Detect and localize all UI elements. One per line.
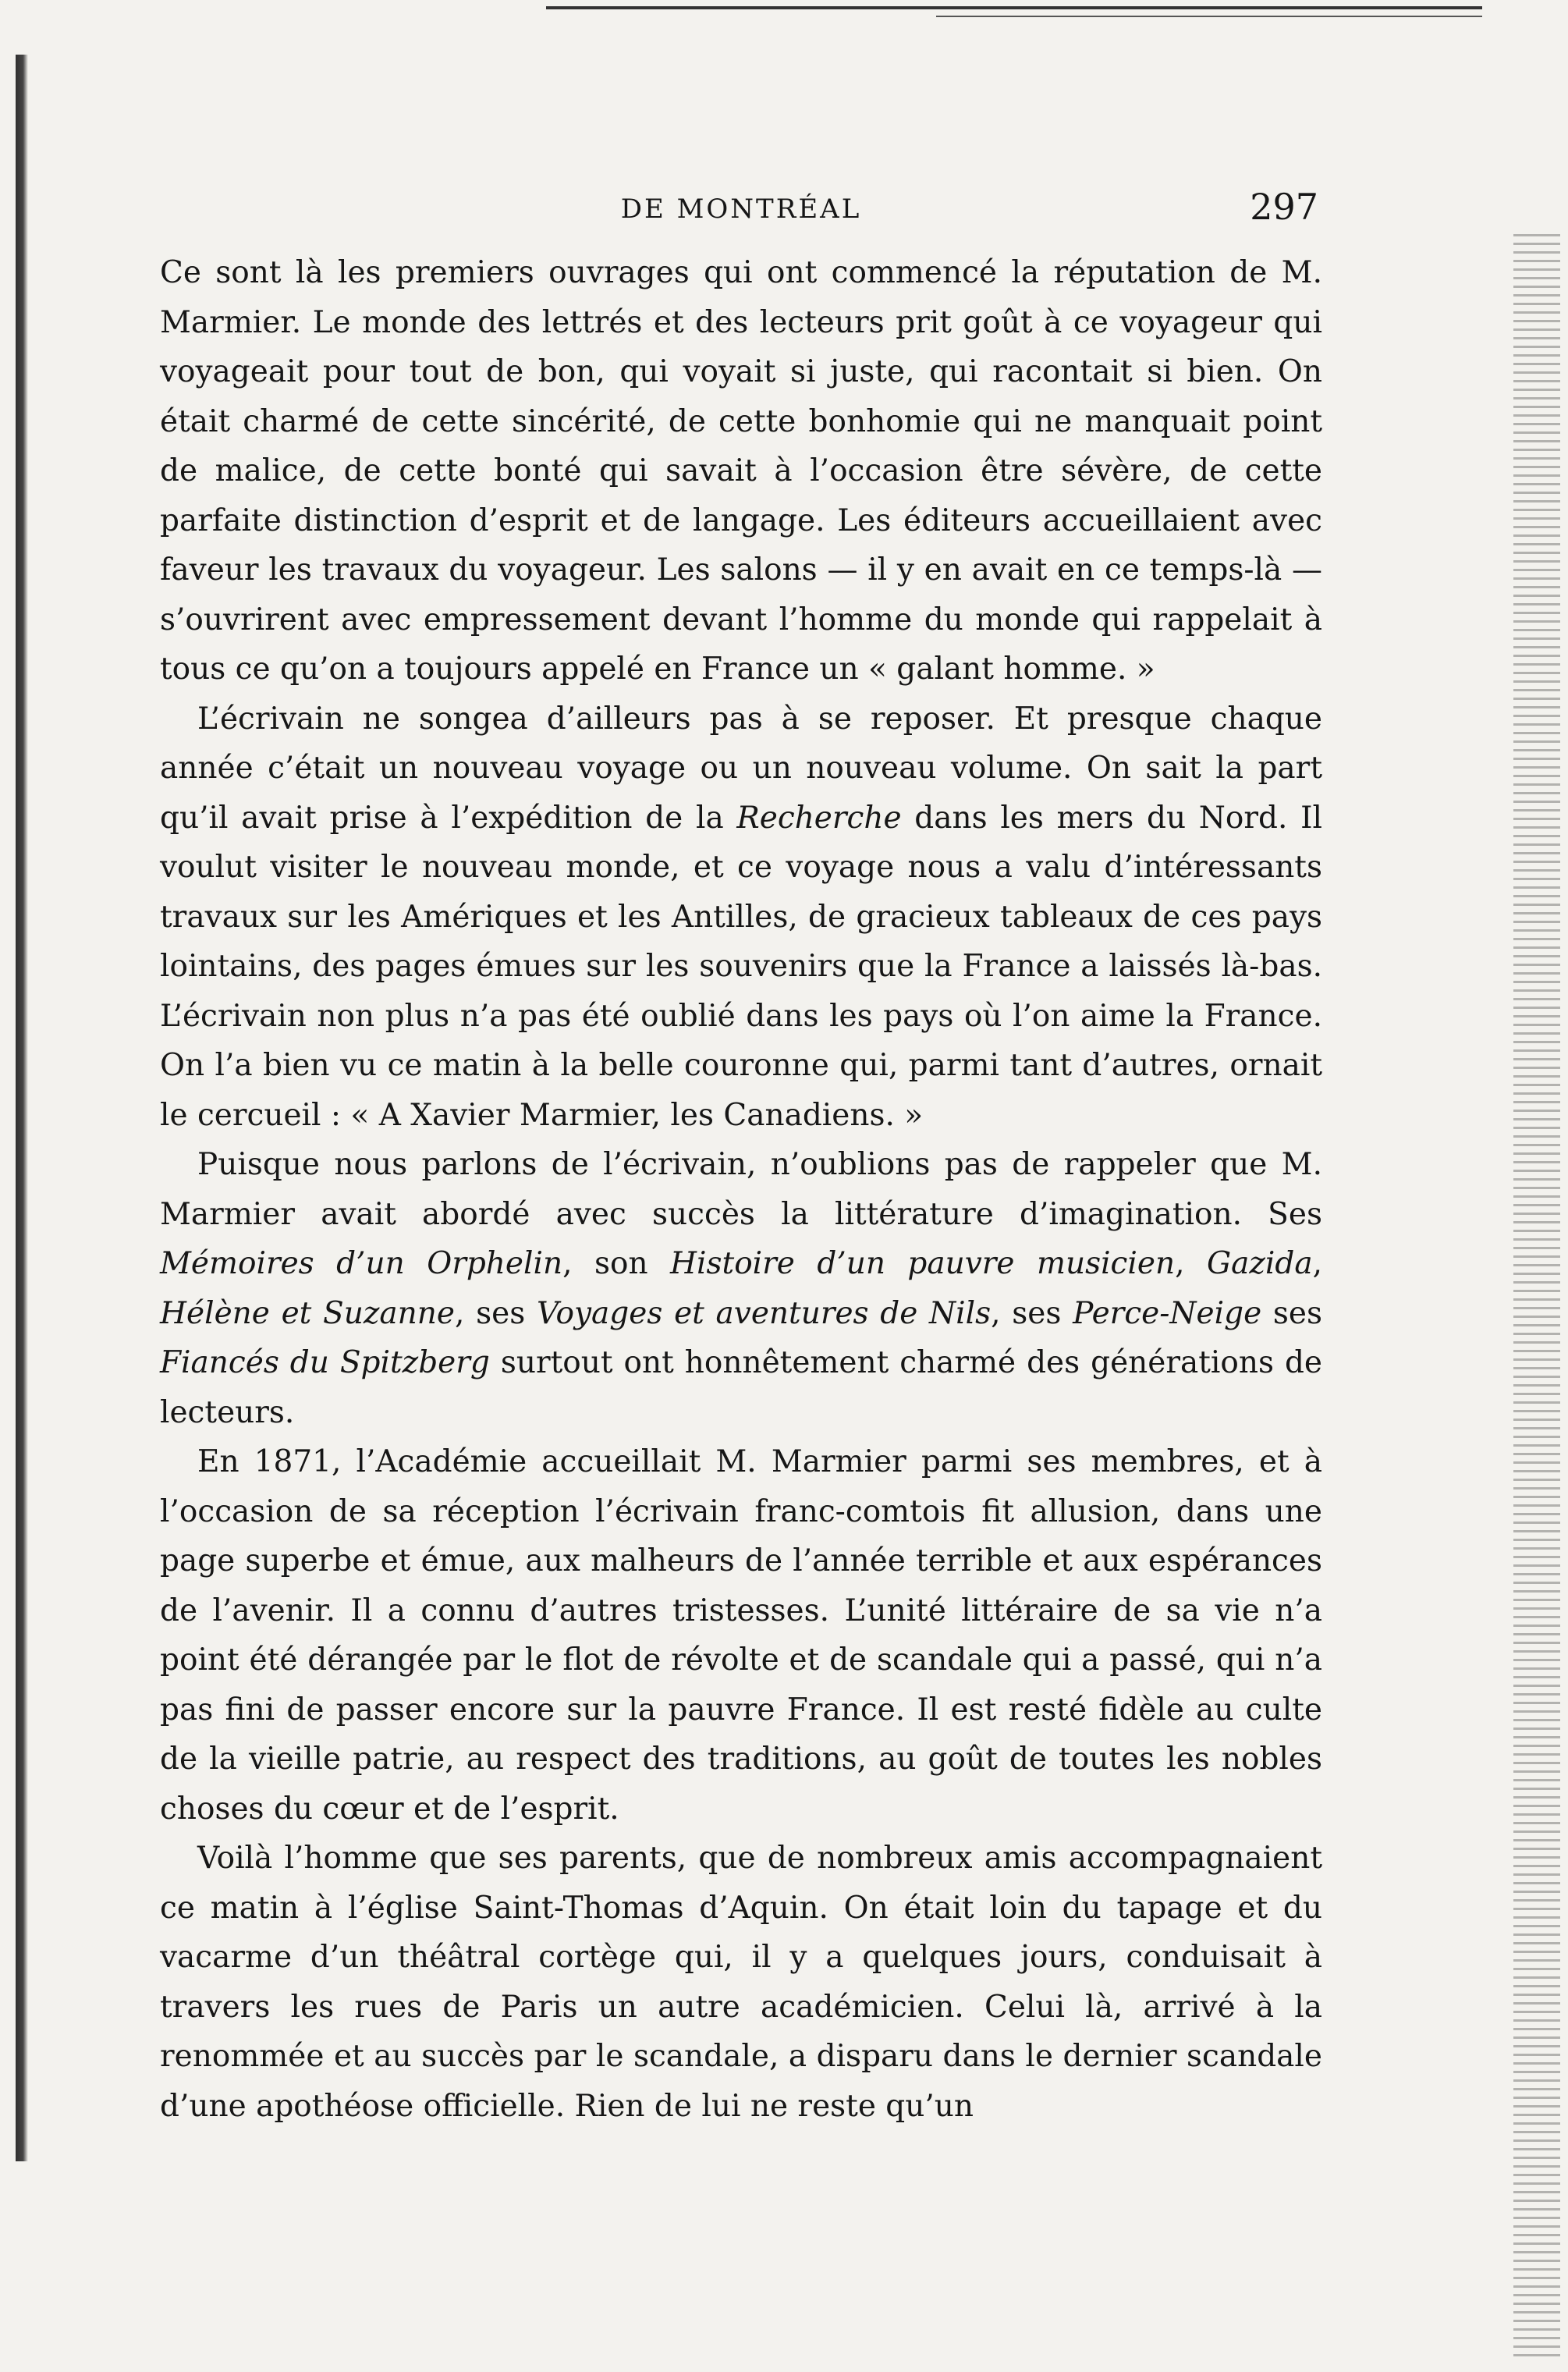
italic-title: Gazida <box>1206 1246 1313 1281</box>
text-segment: , son <box>562 1246 671 1281</box>
text-segment: , ses <box>991 1295 1073 1331</box>
italic-title: Recherche <box>736 800 902 836</box>
paragraph-3 <box>160 1140 1322 1437</box>
paragraph-4 <box>160 1437 1322 1834</box>
text-segment: En 1871, l’Académie accueillait M. Marmier parmi ses membres, et à l’occasion de sa réception l’écrivain franc-comtois fit allusion, dans une page superbe et émue, aux malheurs de l’année terrible et aux espérances de l’avenir. Il a connu d’autres tristesses. L’unité littéraire de sa vie n’a point été dérangée par le flot de révolte et de scandale qui a passé, qui n’a pas fini de passer encore sur la pauvre France. Il est resté fidèle au culte de la vieille patrie, au respect des traditions, au goût de toutes les nobles choses du cœur et de l’esprit. <box>160 1444 1322 1827</box>
body-text <box>160 248 1322 2131</box>
text-segment: surtout ont honnêtement charmé des générations de lecteurs. <box>160 1345 1322 1430</box>
text-segment: , ses <box>455 1295 537 1331</box>
top-rule <box>546 6 1482 9</box>
text-segment: ses <box>1261 1295 1322 1331</box>
italic-title: Mémoires d’un Orphelin <box>160 1246 563 1281</box>
text-segment: Voilà l’homme que ses parents, que de nombreux amis accompagnaient ce matin à l’église Saint-Thomas d’Aquin. On était loin du tapage et du vacarme d’un théâtral cortège qui, il y a quelques jours, conduisait à travers les rues de Paris un autre académicien. Celui là, arrivé à la renommée et au succès par le scandale, a disparu dans le dernier scandale d’une apothéose officielle. Rien de lui ne reste qu’un <box>160 1841 1322 2124</box>
text-segment: Puisque nous parlons de l’écrivain, n’oublions pas de rappeler que M. Marmier avait abordé avec succès la littérature d’imagination. Ses <box>160 1147 1322 1232</box>
left-binding-shadow <box>16 55 28 2161</box>
top-rule-secondary <box>936 16 1482 17</box>
page-header <box>164 186 1318 240</box>
running-title: DE MONTRÉAL <box>620 194 862 225</box>
text-segment: dans les mers du Nord. Il voulut visiter le nouveau monde, et ce voyage nous a valu d’intéressants travaux sur les Amériques et les Antilles, de gracieux tableaux de ces pays lointains, des pages émues sur les souvenirs que la France a laissés là-bas. L’écrivain non plus n’a pas été oublié dans les pays où l’on aime la France. On l’a bien vu ce matin à la belle couronne qui, parmi tant d’autres, ornait le cercueil : « A Xavier Marmier, les Canadiens. » <box>160 800 1322 1133</box>
italic-title: Fiancés du Spitzberg <box>160 1345 490 1380</box>
text-segment: Ce sont là les premiers ouvrages qui ont commencé la réputation de M. Marmier. Le monde des lettrés et des lecteurs prit goût à ce voyageur qui voyageait pour tout de bon, qui voyait si juste, qui racontait si bien. On était charmé de cette sincérité, de cette bonhomie qui ne manquait point de malice, de cette bonté qui savait à l’occasion être sévère, de cette parfaite distinction d’esprit et de langage. Les éditeurs accueillaient avec faveur les travaux du voyageur. Les salons — il y en avait en ce temps-là — s’ouvrirent avec empressement devant l’homme du monde qui rappelait à tous ce qu’on a toujours appelé en France un « galant homme. » <box>160 255 1322 687</box>
text-segment: , <box>1312 1246 1323 1281</box>
text-segment: L’écrivain ne songea d’ailleurs pas à se reposer. Et presque chaque année c’était un nouveau voyage ou un nouveau volume. On sait la part qu’il avait prise à l’expédition de la <box>160 701 1322 836</box>
italic-title: Voyages et aventures de Nils <box>536 1295 992 1331</box>
text-segment: , <box>1175 1246 1207 1281</box>
right-page-edge-noise <box>1513 234 1560 2356</box>
italic-title: Hélène et Suzanne <box>160 1295 455 1331</box>
italic-title: Histoire d’un pauvre musicien <box>670 1246 1176 1281</box>
paragraph-5 <box>160 1834 1322 2131</box>
paragraph-2 <box>160 694 1322 1141</box>
paragraph-1 <box>160 248 1322 694</box>
italic-title: Perce-Neige <box>1073 1295 1262 1331</box>
page-number: 297 <box>1250 186 1318 228</box>
